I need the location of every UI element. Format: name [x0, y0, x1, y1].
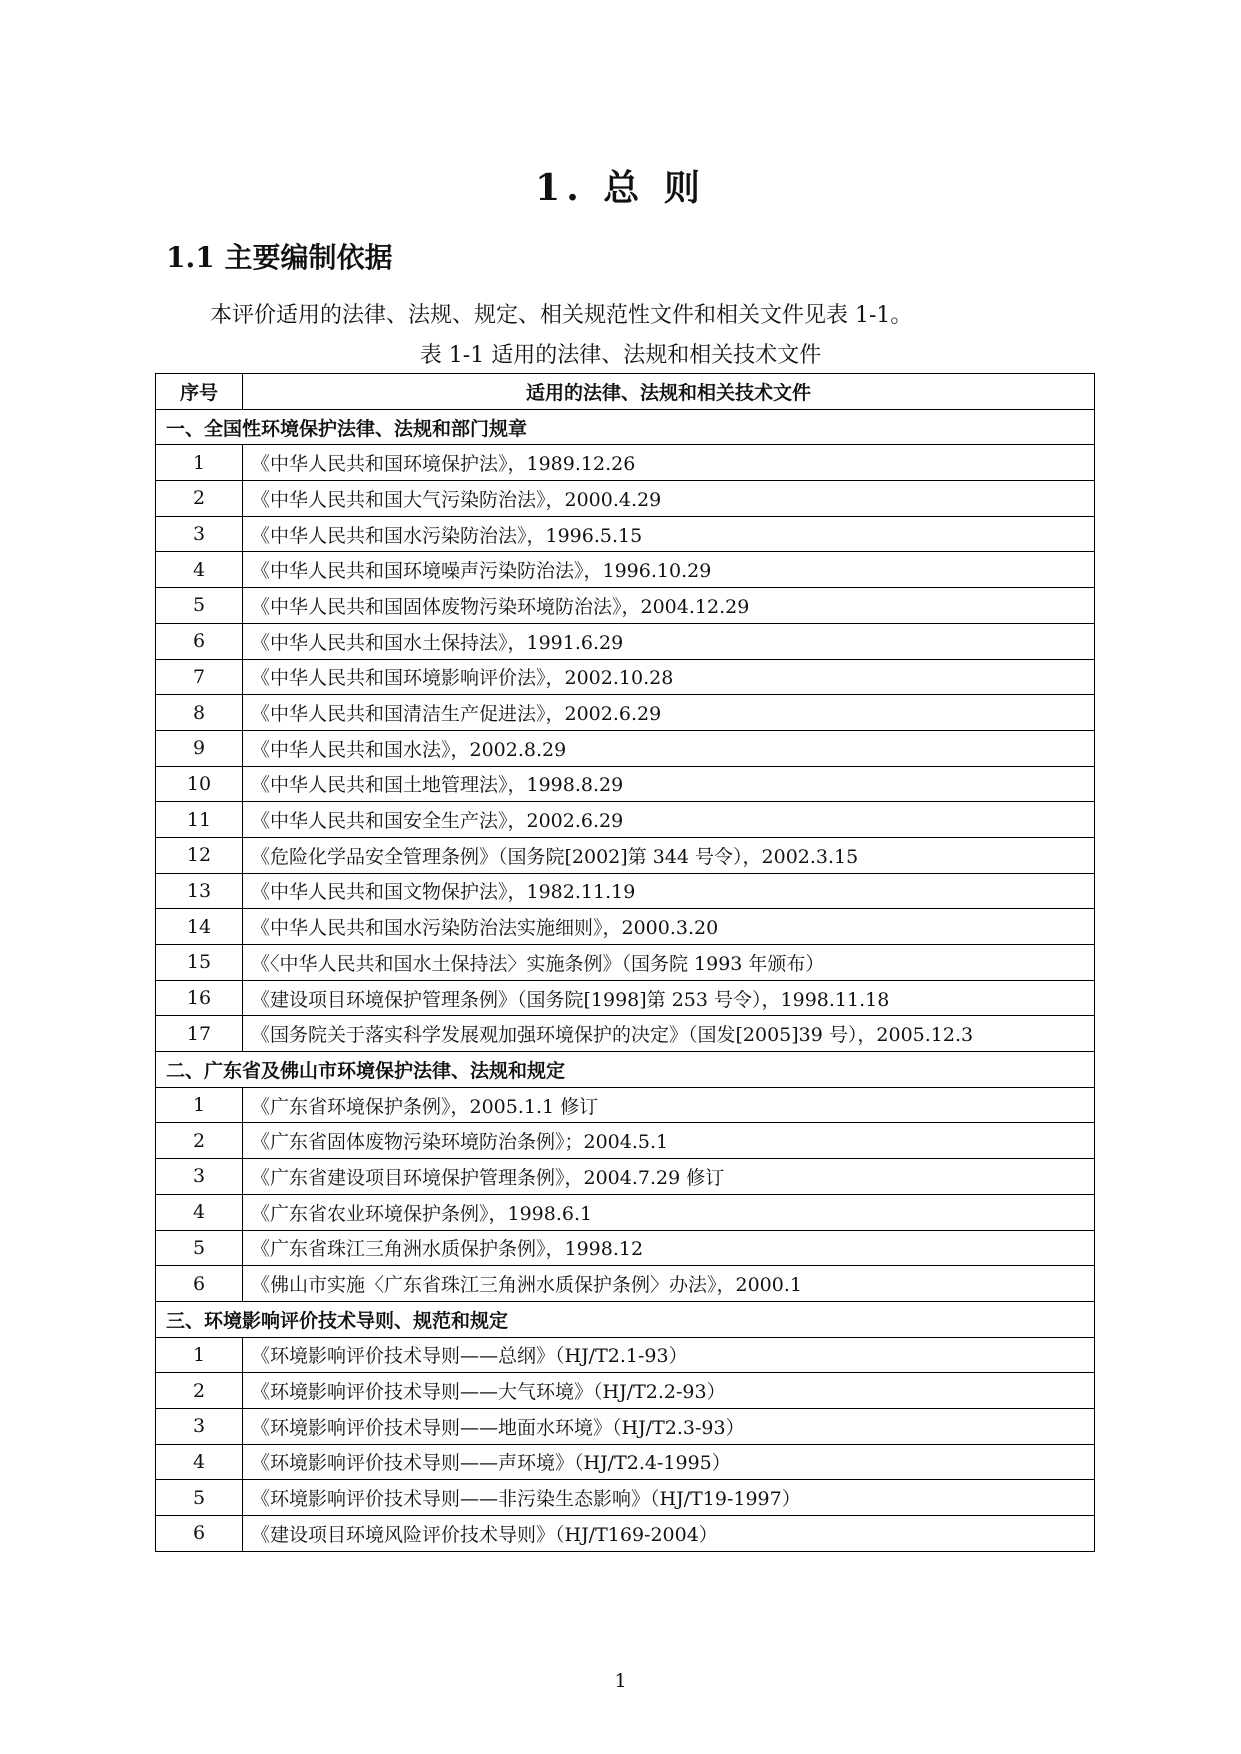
row-document: 《危险化学品安全管理条例》（国务院[2002]第 344 号令），2002.3.15	[243, 837, 1095, 873]
row-document: 《广东省珠江三角洲水质保护条例》，1998.12	[243, 1230, 1095, 1266]
row-number: 7	[156, 659, 243, 695]
table-row	[156, 1480, 1095, 1516]
row-document: 《中华人民共和国土地管理法》，1998.8.29	[243, 766, 1095, 802]
table-row	[156, 1016, 1095, 1052]
row-document: 《佛山市实施〈广东省珠江三角洲水质保护条例〉办法》，2000.1	[243, 1266, 1095, 1302]
row-number: 4	[156, 1444, 243, 1480]
row-number: 14	[156, 909, 243, 945]
row-document: 《建设项目环境风险评价技术导则》（HJ/T169-2004）	[243, 1516, 1095, 1552]
row-number: 11	[156, 802, 243, 838]
row-number: 10	[156, 766, 243, 802]
row-document: 《中华人民共和国水污染防治法》，1996.5.15	[243, 516, 1095, 552]
table-row	[156, 552, 1095, 588]
table-row	[156, 1194, 1095, 1230]
row-number: 4	[156, 552, 243, 588]
table-row	[156, 481, 1095, 517]
intro-paragraph: 本评价适用的法律、法规、规定、相关规范性文件和相关文件见表 1-1。	[210, 303, 913, 328]
row-number: 5	[156, 1480, 243, 1516]
row-number: 12	[156, 837, 243, 873]
group-title: 三、环境影响评价技术导则、规范和规定	[156, 1301, 1095, 1337]
row-document: 《中华人民共和国大气污染防治法》，2000.4.29	[243, 481, 1095, 517]
table-row	[156, 873, 1095, 909]
row-document: 《广东省固体废物污染环境防治条例》；2004.5.1	[243, 1123, 1095, 1159]
table-row	[156, 837, 1095, 873]
row-document: 《广东省环境保护条例》，2005.1.1 修订	[243, 1087, 1095, 1123]
chapter-title: 1. 总 则	[535, 167, 706, 209]
header-document: 适用的法律、法规和相关技术文件	[243, 374, 1095, 410]
laws-table	[155, 373, 1095, 1552]
row-number: 5	[156, 1230, 243, 1266]
table-body	[156, 409, 1095, 1551]
row-document: 《中华人民共和国环境保护法》，1989.12.26	[243, 445, 1095, 481]
row-number: 3	[156, 1159, 243, 1195]
table-row	[156, 1516, 1095, 1552]
section-title: 1.1 主要编制依据	[166, 241, 393, 274]
table-row	[156, 1159, 1095, 1195]
table-row	[156, 1123, 1095, 1159]
row-document: 《建设项目环境保护管理条例》（国务院[1998]第 253 号令），1998.11.18	[243, 980, 1095, 1016]
table-row	[156, 1337, 1095, 1373]
row-document: 《环境影响评价技术导则——地面水环境》（HJ/T2.3-93）	[243, 1408, 1095, 1444]
table-row	[156, 909, 1095, 945]
row-number: 2	[156, 1373, 243, 1409]
row-number: 2	[156, 481, 243, 517]
table-row	[156, 445, 1095, 481]
row-document: 《环境影响评价技术导则——大气环境》（HJ/T2.2-93）	[243, 1373, 1095, 1409]
row-number: 1	[156, 1337, 243, 1373]
table-row	[156, 802, 1095, 838]
row-document: 《中华人民共和国水法》，2002.8.29	[243, 730, 1095, 766]
table-row	[156, 766, 1095, 802]
row-number: 8	[156, 695, 243, 731]
row-number: 2	[156, 1123, 243, 1159]
table-row	[156, 980, 1095, 1016]
group-row	[156, 409, 1095, 445]
table-row	[156, 623, 1095, 659]
table-row	[156, 516, 1095, 552]
table-row	[156, 695, 1095, 731]
table-row	[156, 659, 1095, 695]
group-row	[156, 1052, 1095, 1088]
row-document: 《中华人民共和国环境影响评价法》，2002.10.28	[243, 659, 1095, 695]
row-number: 13	[156, 873, 243, 909]
row-document: 《广东省农业环境保护条例》，1998.6.1	[243, 1194, 1095, 1230]
table-row	[156, 1087, 1095, 1123]
row-number: 4	[156, 1194, 243, 1230]
row-number: 5	[156, 588, 243, 624]
row-document: 《中华人民共和国安全生产法》，2002.6.29	[243, 802, 1095, 838]
row-number: 6	[156, 1516, 243, 1552]
row-number: 9	[156, 730, 243, 766]
table-header-row	[156, 374, 1095, 410]
row-document: 《国务院关于落实科学发展观加强环境保护的决定》（国发[2005]39 号），2005.12.3	[243, 1016, 1095, 1052]
row-document: 《环境影响评价技术导则——总纲》（HJ/T2.1-93）	[243, 1337, 1095, 1373]
row-number: 6	[156, 1266, 243, 1302]
header-number: 序号	[156, 374, 243, 410]
table-row	[156, 1408, 1095, 1444]
row-document: 《中华人民共和国环境噪声污染防治法》，1996.10.29	[243, 552, 1095, 588]
row-document: 《广东省建设项目环境保护管理条例》，2004.7.29 修订	[243, 1159, 1095, 1195]
table-caption: 表 1-1 适用的法律、法规和相关技术文件	[419, 343, 822, 368]
row-number: 17	[156, 1016, 243, 1052]
row-number: 16	[156, 980, 243, 1016]
row-document: 《中华人民共和国固体废物污染环境防治法》，2004.12.29	[243, 588, 1095, 624]
row-document: 《环境影响评价技术导则——声环境》（HJ/T2.4-1995）	[243, 1444, 1095, 1480]
row-number: 6	[156, 623, 243, 659]
row-document: 《中华人民共和国清洁生产促进法》，2002.6.29	[243, 695, 1095, 731]
group-title: 二、广东省及佛山市环境保护法律、法规和规定	[156, 1052, 1095, 1088]
row-document: 《中华人民共和国文物保护法》，1982.11.19	[243, 873, 1095, 909]
table-row	[156, 1266, 1095, 1302]
table-row	[156, 1230, 1095, 1266]
group-row	[156, 1301, 1095, 1337]
table-row	[156, 1444, 1095, 1480]
row-number: 3	[156, 1408, 243, 1444]
row-number: 3	[156, 516, 243, 552]
row-number: 1	[156, 445, 243, 481]
row-number: 15	[156, 945, 243, 981]
table-row	[156, 945, 1095, 981]
group-title: 一、全国性环境保护法律、法规和部门规章	[156, 409, 1095, 445]
table-row	[156, 588, 1095, 624]
row-document: 《〈中华人民共和国水土保持法〉实施条例》（国务院 1993 年颁布）	[243, 945, 1095, 981]
row-number: 1	[156, 1087, 243, 1123]
page-number: 1	[614, 1670, 627, 1692]
row-document: 《中华人民共和国水土保持法》，1991.6.29	[243, 623, 1095, 659]
row-document: 《环境影响评价技术导则——非污染生态影响》（HJ/T19-1997）	[243, 1480, 1095, 1516]
table-row	[156, 1373, 1095, 1409]
table-row	[156, 730, 1095, 766]
row-document: 《中华人民共和国水污染防治法实施细则》，2000.3.20	[243, 909, 1095, 945]
